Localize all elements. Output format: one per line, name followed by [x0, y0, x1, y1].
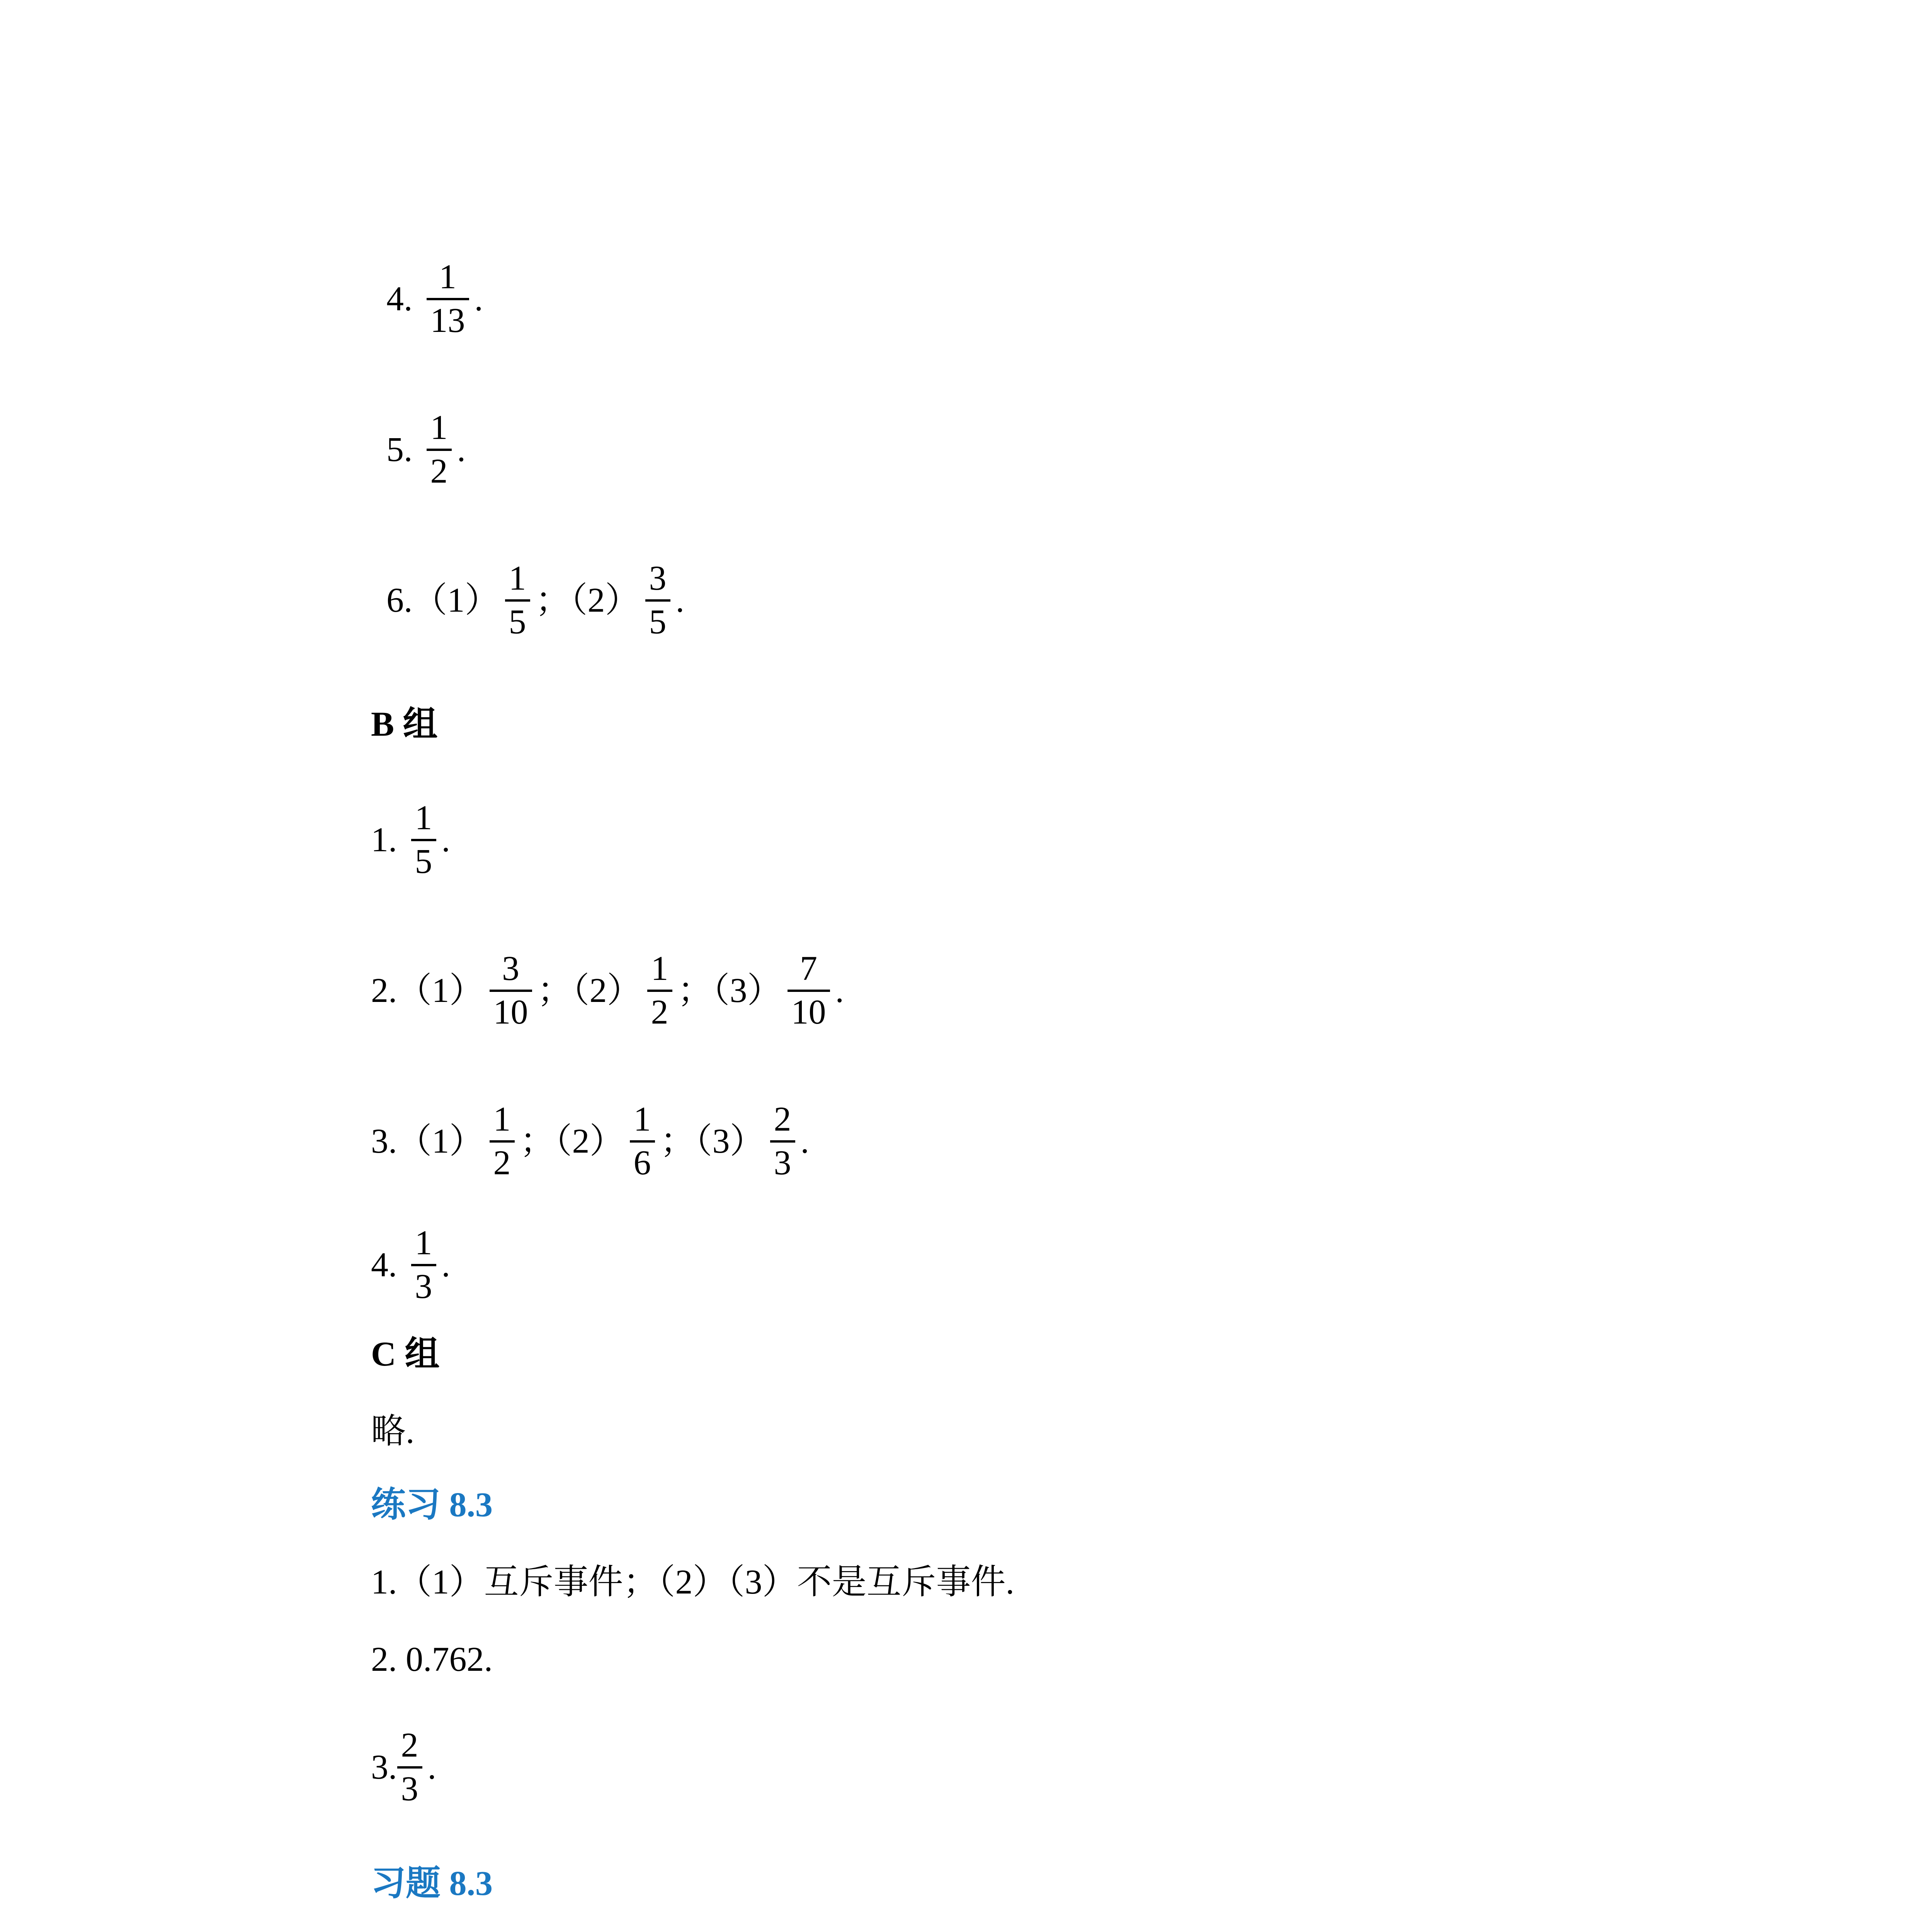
item-number: 3. — [371, 1748, 397, 1786]
punctuation: . — [835, 971, 844, 1010]
punctuation: . — [441, 820, 450, 859]
practice-heading: 练习 8.3 — [371, 1486, 493, 1524]
answer-b4 — [371, 1225, 450, 1305]
separator: ；（3） — [660, 1122, 765, 1160]
practice-answer-3 — [371, 1727, 436, 1807]
fraction: 1 6 — [630, 1101, 655, 1181]
answer-b3 — [371, 1101, 809, 1181]
fraction: 3 10 — [490, 951, 532, 1031]
fraction: 1 2 — [490, 1101, 515, 1181]
fraction: 1 5 — [411, 800, 436, 880]
item-number: 6.（1） — [386, 581, 500, 619]
fraction: 1 2 — [427, 410, 452, 490]
punctuation: . — [441, 1245, 450, 1284]
practice-answer-1: 1.（1）互斥事件；（2）（3）不是互斥事件. — [371, 1563, 1014, 1601]
fraction: 2 3 — [770, 1101, 795, 1181]
separator: ；（2） — [535, 581, 640, 619]
fraction: 7 10 — [788, 951, 830, 1031]
b-group-heading: B 组 — [371, 705, 438, 743]
fraction: 1 3 — [411, 1225, 436, 1305]
answer-a4 — [386, 259, 483, 339]
fraction: 1 13 — [427, 259, 469, 339]
punctuation: . — [675, 581, 684, 619]
item-number: 4. — [386, 279, 413, 318]
answer-b1 — [371, 800, 450, 880]
punctuation: . — [474, 279, 483, 318]
punctuation: . — [427, 1748, 436, 1786]
punctuation: . — [457, 430, 466, 469]
separator: ；（2） — [537, 971, 642, 1010]
answer-a6 — [386, 560, 684, 640]
exercise-heading: 习题 8.3 — [371, 1864, 493, 1903]
answer-b2 — [371, 951, 844, 1031]
c-group-answer: 略. — [371, 1412, 415, 1451]
practice-answer-2: 2. 0.762. — [371, 1640, 493, 1679]
separator: ；（2） — [520, 1122, 624, 1160]
fraction: 2 3 — [397, 1727, 422, 1807]
separator: ；（3） — [677, 971, 782, 1010]
item-number: 3.（1） — [371, 1122, 484, 1160]
fraction: 1 5 — [505, 560, 530, 640]
item-number: 4. — [371, 1245, 397, 1284]
item-number: 2.（1） — [371, 971, 484, 1010]
fraction: 3 5 — [645, 560, 670, 640]
c-group-heading: C 组 — [371, 1335, 440, 1373]
punctuation: . — [800, 1122, 809, 1160]
item-number: 5. — [386, 430, 413, 469]
answer-a5 — [386, 410, 466, 490]
fraction: 1 2 — [647, 951, 672, 1031]
item-number: 1. — [371, 820, 397, 859]
